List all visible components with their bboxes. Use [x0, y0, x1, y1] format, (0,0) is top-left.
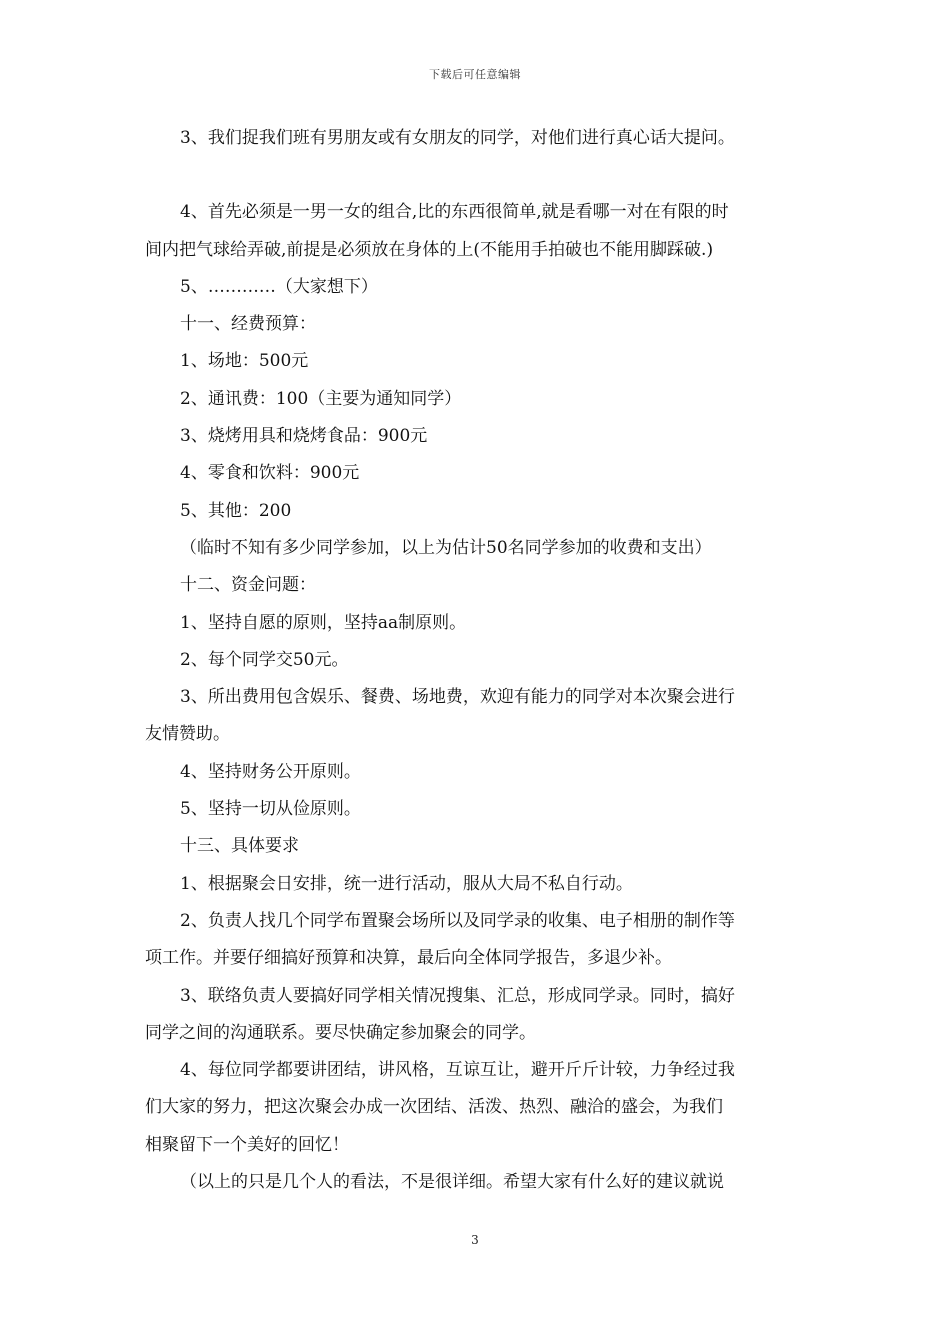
- section-heading: 十一、经费预算：: [180, 314, 316, 335]
- paragraph-line: 1、场地：500元: [180, 351, 309, 372]
- paragraph-line: 4、零食和饮料：900元: [180, 463, 360, 484]
- paragraph-line: 4、首先必须是一男一女的组合,比的东西很简单,就是看哪一对在有限的时: [180, 202, 729, 223]
- paragraph-line: 1、根据聚会日安排，统一进行活动，服从大局不私自行动。: [180, 873, 633, 894]
- paragraph-line: 4、每位同学都要讲团结，讲风格，互谅互让，避开斤斤计较，力争经过我: [180, 1060, 735, 1081]
- paragraph-line: 项工作。并要仔细搞好预算和决算，最后向全体同学报告，多退少补。: [145, 948, 672, 969]
- paragraph-line: 同学之间的沟通联系。要尽快确定参加聚会的同学。: [145, 1022, 536, 1043]
- paragraph-line: 们大家的努力，把这次聚会办成一次团结、活泼、热烈、融洽的盛会，为我们: [145, 1097, 723, 1118]
- paragraph-line: 间内把气球给弄破,前提是必须放在身体的上(不能用手拍破也不能用脚踩破.): [145, 239, 714, 260]
- paragraph-line: 4、坚持财务公开原则。: [180, 761, 361, 782]
- paragraph-line: 5、坚持一切从俭原则。: [180, 799, 361, 820]
- paragraph-line: 5、…………（大家想下）: [180, 276, 378, 297]
- paragraph-line: （临时不知有多少同学参加，以上为估计50名同学参加的收费和支出）: [180, 537, 712, 558]
- paragraph-line: 3、所出费用包含娱乐、餐费、场地费，欢迎有能力的同学对本次聚会进行: [180, 687, 735, 708]
- page-header: 下载后可任意编辑: [429, 68, 521, 81]
- paragraph-line: 2、负责人找几个同学布置聚会场所以及同学录的收集、电子相册的制作等: [180, 910, 735, 931]
- paragraph-line: 5、其他：200: [180, 500, 292, 521]
- page-number: 3: [471, 1233, 479, 1247]
- paragraph-line: 3、烧烤用具和烧烤食品：900元: [180, 426, 428, 447]
- paragraph-line: 2、通讯费：100（主要为通知同学）: [180, 388, 462, 409]
- paragraph-line: 2、每个同学交50元。: [180, 649, 349, 670]
- paragraph-line: （以上的只是几个人的看法，不是很详细。希望大家有什么好的建议就说: [180, 1172, 724, 1193]
- paragraph-line: 相聚留下一个美好的回忆！: [145, 1134, 349, 1155]
- paragraph-line: 1、坚持自愿的原则，坚持aa制原则。: [180, 612, 467, 633]
- section-heading: 十二、资金问题：: [180, 575, 316, 596]
- document-body: [145, 120, 807, 1201]
- paragraph-line: 友情赞助。: [145, 724, 230, 745]
- paragraph-line: 3、联络负责人要搞好同学相关情况搜集、汇总，形成同学录。同时，搞好: [180, 985, 735, 1006]
- section-heading: 十三、具体要求: [180, 836, 299, 857]
- paragraph-line: 3、我们捉我们班有男朋友或有女朋友的同学，对他们进行真心话大提问。: [180, 128, 735, 148]
